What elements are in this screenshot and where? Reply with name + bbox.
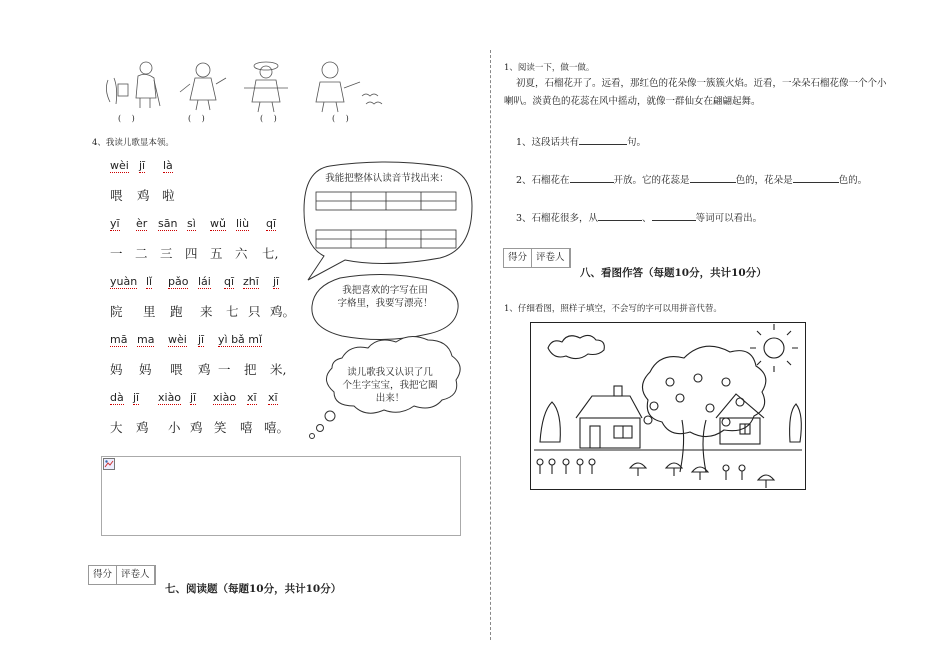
pinyin-syllable: jī	[273, 275, 280, 288]
hanzi-char: 小	[168, 420, 181, 435]
pinyin-syllable: xī	[247, 391, 257, 404]
hanzi-char: 五	[210, 246, 223, 261]
hanzi-char: 鸡	[137, 188, 150, 203]
answer-box[interactable]	[101, 456, 461, 536]
sub3-text-a: 3、石榴花很多，从	[516, 213, 599, 224]
pinyin-syllable: sān	[158, 217, 178, 230]
section7-title: 七、阅读题（每题10分，共计10分）	[165, 583, 342, 595]
hanzi-char: 三	[160, 246, 173, 261]
reading-passage	[504, 75, 906, 111]
bubble1-text: 我能把整体认读音节找出来：	[325, 173, 449, 184]
sub3-text-b: 、	[642, 213, 652, 224]
pinyin-syllable: èr	[136, 217, 148, 230]
score-box-blank-row[interactable]	[89, 584, 155, 599]
grader-label: 评卷人	[532, 249, 570, 267]
hanzi-char: 一	[218, 362, 231, 377]
hanzi-char: 六	[235, 246, 248, 261]
pinyin-syllable: qī	[266, 217, 277, 230]
page-divider	[490, 50, 491, 640]
answer-blank[interactable]	[652, 211, 696, 221]
figure-illustrations	[98, 58, 388, 114]
hanzi-char: 七	[226, 304, 239, 319]
pinyin-syllable: qī	[224, 275, 235, 288]
sub-question-2	[516, 172, 867, 190]
passage-line-2: 喇叭。淡黄色的花蕊在风中摇动，就像一群仙女在翩翩起舞。	[504, 96, 761, 107]
hanzi-char: 啦	[162, 188, 175, 203]
passage-line-1: 初夏，石榴花开了。远看，那红色的花朵像一簇簇火焰。近看，一朵朵石榴花像一个个小	[516, 78, 887, 89]
answer-blank[interactable]	[598, 211, 642, 221]
hanzi-char: 把	[244, 362, 257, 377]
pinyin-syllable: zhī	[243, 275, 259, 288]
figure-paren-2[interactable]: ( )	[188, 114, 209, 123]
hanzi-char: 里	[143, 304, 156, 319]
bubble3-line: 出来！	[375, 393, 405, 404]
pinyin-syllable: yī	[110, 217, 120, 230]
hanzi-char: 大	[110, 420, 123, 435]
answer-blank[interactable]	[793, 173, 839, 183]
q8-1-instruction: 1、仔细看图，照样子填空，不会写的字可以用拼音代替。	[504, 304, 722, 314]
answer-blank[interactable]	[570, 173, 614, 183]
pinyin-syllable: xiào	[158, 391, 182, 404]
score-label: 得分	[89, 566, 117, 584]
pinyin-syllable: xī	[268, 391, 278, 404]
pinyin-syllable: xiào	[213, 391, 237, 404]
hanzi-char: 一	[110, 246, 123, 261]
sub1-text-b: 句。	[627, 137, 647, 148]
pinyin-syllable: dà	[110, 391, 124, 404]
hanzi-char: 鸡。	[270, 304, 296, 319]
pinyin-syllable: wèi	[110, 159, 129, 172]
hanzi-char: 妈	[110, 362, 123, 377]
hanzi-char: 二	[135, 246, 148, 261]
pinyin-syllable: lǐ	[146, 275, 153, 288]
pinyin-syllable: ma	[137, 333, 155, 346]
hanzi-char: 妈	[139, 362, 152, 377]
house-tree-picture	[530, 322, 806, 490]
q4-heading: 4、我读儿歌显本领。	[92, 138, 174, 148]
hanzi-char: 七,	[262, 246, 279, 261]
pinyin-syllable: liù	[236, 217, 250, 230]
answer-blank[interactable]	[579, 135, 627, 145]
hanzi-char: 嘻	[240, 420, 253, 435]
hanzi-char: 跑	[170, 304, 183, 319]
hanzi-char: 鸡	[198, 362, 211, 377]
pinyin-syllable: là	[163, 159, 173, 172]
pinyin-syllable: wèi	[168, 333, 187, 346]
sub2-text-d: 色的。	[838, 175, 868, 186]
q1-heading: 1、阅读一下，做一做。	[504, 63, 595, 73]
section8-title: 八、看图作答（每题10分，共计10分）	[580, 267, 767, 279]
hanzi-char: 笑	[214, 420, 227, 435]
grader-label: 评卷人	[117, 566, 155, 584]
score-label: 得分	[504, 249, 532, 267]
figure-paren-3[interactable]: ( )	[260, 114, 281, 123]
hanzi-char: 鸡	[190, 420, 203, 435]
pinyin-syllable: wǔ	[210, 217, 226, 230]
hanzi-char: 鸡	[136, 420, 149, 435]
hanzi-char: 四	[185, 246, 198, 261]
sub2-text-c: 色的，花朵是	[735, 175, 793, 186]
pinyin-syllable: jī	[139, 159, 146, 172]
sub2-text-a: 2、石榴花在	[516, 175, 570, 186]
sub-question-3	[516, 210, 762, 228]
bubble2-line: 字格里，我要写漂亮！	[337, 298, 433, 309]
figure-paren-4[interactable]: ( )	[332, 114, 353, 123]
pinyin-syllable: jī	[190, 391, 197, 404]
score-box-blank-row[interactable]	[504, 267, 570, 282]
bubble3-line: 读儿歌我又认识了几	[347, 367, 433, 378]
figure-paren-1[interactable]: ( )	[118, 114, 139, 123]
score-box-right	[503, 248, 571, 268]
bubble2-text	[318, 284, 452, 310]
sub-question-1	[516, 134, 646, 152]
pinyin-syllable: jī	[198, 333, 205, 346]
pinyin-syllable: jī	[133, 391, 140, 404]
bubble3-line: 个生字宝宝，我把它圈	[342, 380, 438, 391]
hanzi-char: 只	[248, 304, 261, 319]
hanzi-char: 院	[110, 304, 123, 319]
bubble3-text	[322, 366, 458, 405]
pinyin-syllable: yuàn	[110, 275, 138, 288]
hanzi-char: 喂	[170, 362, 183, 377]
pinyin-syllable: mā	[110, 333, 128, 346]
sub3-text-c: 等词可以看出。	[695, 213, 763, 224]
answer-blank[interactable]	[690, 173, 736, 183]
hanzi-char: 米,	[270, 362, 287, 377]
pinyin-syllable: yì bǎ mǐ	[218, 333, 263, 346]
sub2-text-b: 开放。它的花蕊是	[613, 175, 690, 186]
sub1-text-a: 1、这段话共有	[516, 137, 580, 148]
hanzi-char: 喂	[110, 188, 123, 203]
pinyin-syllable: sì	[187, 217, 196, 230]
bubble2-line: 我把喜欢的字写在田	[342, 285, 428, 296]
score-box-left	[88, 565, 156, 585]
pinyin-syllable: pǎo	[168, 275, 189, 288]
broken-image-icon	[103, 458, 115, 470]
hanzi-char: 嘻。	[264, 420, 290, 435]
hanzi-char: 来	[200, 304, 213, 319]
pinyin-syllable: lái	[198, 275, 211, 288]
